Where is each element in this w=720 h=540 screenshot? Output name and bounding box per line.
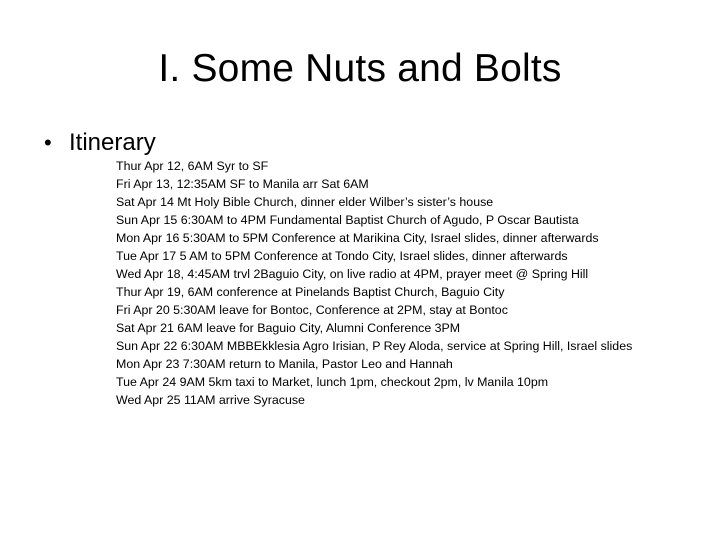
itinerary-item: Wed Apr 25 11AM arrive Syracuse — [116, 393, 305, 407]
itinerary-item: Tue Apr 17 5 AM to 5PM Conference at Tondo City, Israel slides, dinner afterwards — [116, 249, 568, 263]
itinerary-item: Mon Apr 23 7:30AM return to Manila, Pastor Leo and Hannah — [116, 357, 453, 371]
bullet-itinerary — [44, 126, 156, 160]
itinerary-item: Sun Apr 22 6:30AM MBBEkklesia Agro Irisian, P Rey Aloda, service at Spring Hill, Israel slides — [116, 339, 633, 353]
itinerary-item: Thur Apr 12, 6AM Syr to SF — [116, 159, 269, 173]
bullet-label: Itinerary — [69, 129, 156, 156]
bullet-dot-icon: • — [44, 130, 52, 155]
itinerary-item: Mon Apr 16 5:30AM to 5PM Conference at Marikina City, Israel slides, dinner afterwards — [116, 231, 599, 245]
itinerary-item: Tue Apr 24 9AM 5km taxi to Market, lunch 1pm, checkout 2pm, lv Manila 10pm — [116, 375, 549, 389]
itinerary-item: Thur Apr 19, 6AM conference at Pinelands Baptist Church, Baguio City — [116, 285, 505, 299]
slide-title: I. Some Nuts and Bolts — [158, 47, 562, 90]
itinerary-item: Sun Apr 15 6:30AM to 4PM Fundamental Baptist Church of Agudo, P Oscar Bautista — [116, 213, 579, 227]
itinerary-item: Wed Apr 18, 4:45AM trvl 2Baguio City, on live radio at 4PM, prayer meet @ Spring Hill — [116, 267, 589, 281]
itinerary-list — [116, 157, 632, 409]
itinerary-item: Sat Apr 21 6AM leave for Baguio City, Alumni Conference 3PM — [116, 321, 461, 335]
itinerary-item: Fri Apr 20 5:30AM leave for Bontoc, Conference at 2PM, stay at Bontoc — [116, 303, 508, 317]
itinerary-item: Sat Apr 14 Mt Holy Bible Church, dinner elder Wilber’s sister’s house — [116, 195, 494, 209]
itinerary-item: Fri Apr 13, 12:35AM SF to Manila arr Sat 6AM — [116, 177, 369, 191]
